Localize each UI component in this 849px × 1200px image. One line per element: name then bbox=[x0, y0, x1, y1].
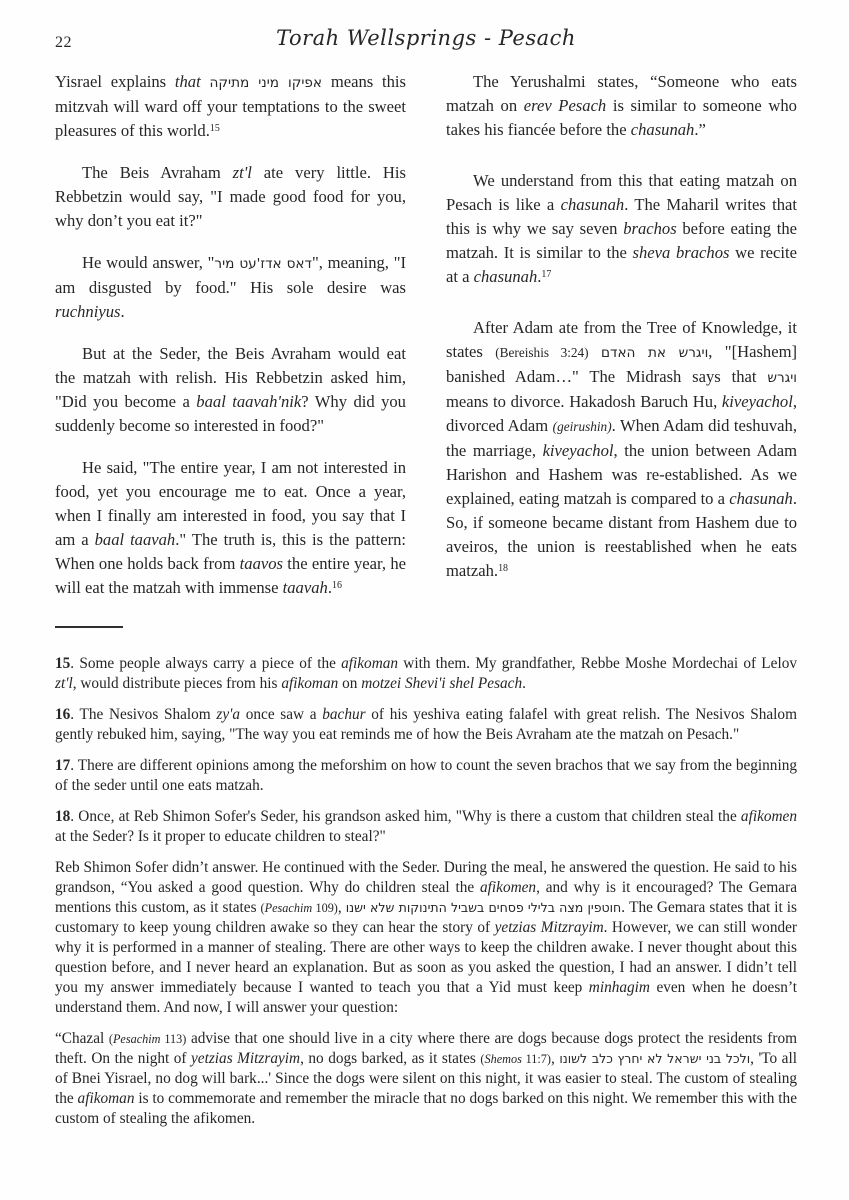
paragraph: He would answer, "דאס אדז'עט מיר", meaning, "I am disgusted by food." His sole desire was ruchniyus. bbox=[55, 253, 406, 321]
page-title: Torah Wellsprings - Pesach bbox=[276, 26, 576, 50]
right-column bbox=[446, 70, 797, 618]
paragraph: We understand from this that eating matzah on Pesach is like a chasunah. The Maharil writes that this is why we say seven brachos before eating the matzah. It is similar to the sheva brachos we recite at a chasunah.$^{17}$ bbox=[446, 171, 798, 286]
paragraph: The Beis Avraham zt'l ate very little. His Rebbetzin would say, "I made good food for you, why don’t you eat it?" bbox=[55, 163, 406, 230]
paragraph: He said, "The entire year, I am not interested in food, yet you encourage me to eat. Once a year, when I finally am interested in food, you say that I am a baal taavah." The truth is, this is the pattern: When one holds back from taavos the entire year, he will eat the matzah with immense taavah.$^{16}$ bbox=[55, 458, 407, 597]
paragraph: The Yerushalmi states, “Someone who eats matzah on erev Pesach is similar to someone who takes his fiancée before the chasunah.” bbox=[446, 72, 797, 139]
footnote: 15. Some people always carry a piece of the afikoman with them. My grandfather, Rebbe Moshe Mordechai of Lelov zt'l, would distribute pieces from his afikoman on motzei Shevi'i shel Pesach. bbox=[55, 655, 797, 692]
paragraph: Yisrael explains that אפיקו מיני מתיקה means this mitzvah will ward off your temptations to the sweet pleasures of this world.$^{15}$ bbox=[55, 72, 406, 140]
footnote: 18. Once, at Reb Shimon Sofer's Seder, his grandson asked him, "Why is there a custom that children steal the afikomen at the Seder? Is it proper to educate children to steal?" bbox=[55, 808, 797, 845]
paragraph: After Adam ate from the Tree of Knowledge, it states (Bereishis 3:24) ויגרש את האדם, "[Hashem] banished Adam…" The Midrash says that ויגרש means to divorce. Hakadosh Baruch Hu, kiveyachol, divorced Adam (geirushin). When Adam did teshuvah, the marriage, kiveyachol, the union between Adam Harishon and Hashem was re-established. As we explained, eating matzah is compared to a chasunah. So, if someone became distant from Hashem due to aveiros, the union is reestablished when he eats matzah.$^{18}$ bbox=[446, 318, 798, 580]
page-header bbox=[55, 26, 797, 58]
footnote: “Chazal (Pesachim 113) advise that one should live in a city where there are dogs because dogs protect the residents from theft. On the night of yetzias Mitzrayim, no dogs barked, as it states (Shemos 11:7), ולכל בני ישראל לא יחרץ כלב לשונו, 'To all of Bnei Yisrael, no dog will bark...' Since the dogs were silent on this night, it was easier to steal. The custom of stealing the afikoman is to commemorate and remember the miracle that no dogs barked on this night. We remember this with the custom of stealing the afikomen. bbox=[55, 1030, 797, 1127]
footnote: 16. The Nesivos Shalom zy'a once saw a bachur of his yeshiva eating falafel with great relish. The Nesivos Shalom gently rebuked him, saying, "The way you eat reminds me of how the Beis Avraham ate the matzah on Pesach." bbox=[55, 706, 797, 743]
main-text bbox=[55, 70, 797, 618]
footnote: Reb Shimon Sofer didn’t answer. He continued with the Seder. During the meal, he answered the question. He said to his grandson, “You asked a good question. Why do children steal the afikomen, and why is it encouraged? The Gemara mentions this custom, as it states (Pesachim 109), חוטפין מצה בלילי פסחים בשביל התינוקות שלא ישנו. The Gemara states that it is customary to keep young children awake so they can hear the story of yetzias Mitzrayim. However, we can still wonder why it is performed in a manner of stealing. There are other ways to keep the children awake. I never thought about this question before, and I never heard an explanation. But as soon as you asked the question, I had an answer. I didn’t tell you my answer immediately because I wanted to teach you that a Yid must keep minhagim even when he doesn’t understand them. And now, I will answer your question: bbox=[55, 859, 798, 1016]
left-column bbox=[55, 70, 406, 618]
footnotes-divider bbox=[55, 626, 123, 628]
paragraph: But at the Seder, the Beis Avraham would eat the matzah with relish. His Rebbetzin asked him, "Did you become a baal taavah'nik? Why did you suddenly become so interested in food?" bbox=[55, 344, 406, 435]
footnote: 17. There are different opinions among the meforshim on how to count the seven brachos that we say from the beginning of the seder until one eats matzah. bbox=[55, 757, 797, 794]
footnotes bbox=[55, 654, 797, 1129]
page-number: 22 bbox=[55, 34, 72, 51]
